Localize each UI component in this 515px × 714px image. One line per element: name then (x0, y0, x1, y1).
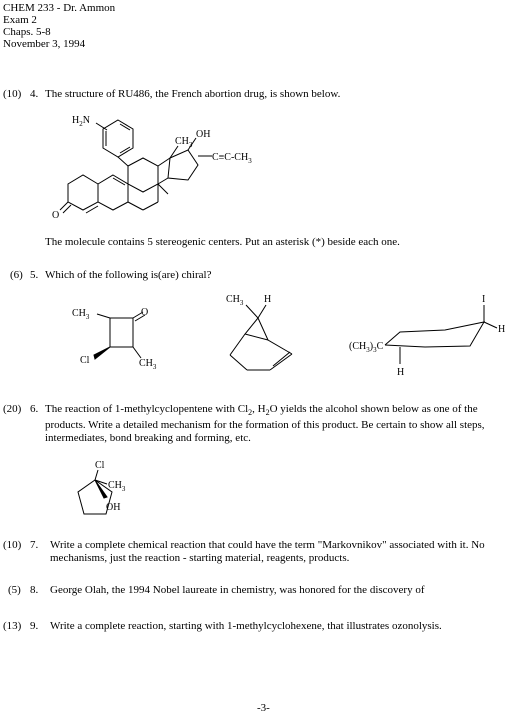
svg-text:OH: OH (106, 502, 121, 513)
svg-text:CH3: $CH_3$ (72, 308, 90, 321)
amine-label: $H_2N$ (72, 115, 90, 128)
svg-text:O: O (141, 307, 149, 318)
chapters-label: Chaps. 5-8 (3, 26, 51, 38)
question-points: (13) (3, 620, 22, 632)
page-number: -3- (257, 702, 270, 714)
question-points: (6) (10, 269, 23, 281)
ketone-label: O (52, 210, 60, 221)
question-points: (10) (3, 539, 22, 551)
svg-text:CH3: $CH_3$ (108, 480, 126, 493)
svg-text:(CH3)3C: $(CH_3)_3C$ (349, 341, 384, 354)
question-number: 4. (30, 88, 39, 100)
question-points: (5) (8, 584, 21, 596)
exam-label: Exam 2 (3, 14, 37, 26)
hydroxyl-label: OH (196, 129, 211, 140)
question-followup: The molecule contains 5 stereogenic centers. Put an asterisk (*) beside each one. (45, 236, 400, 248)
question-number: 5. (30, 269, 39, 281)
question-number: 9. (30, 620, 39, 632)
svg-text:CH3: $CH_3$ (226, 294, 244, 307)
question-number: 6. (30, 403, 39, 415)
question-text: George Olah, the 1994 Nobel laureate in chemistry, was honored for the discovery of (50, 584, 425, 596)
exam-date: November 3, 1994 (3, 38, 86, 50)
angular-methyl-label: $CH_3$ (175, 136, 193, 149)
svg-text:Cl: Cl (80, 355, 90, 366)
svg-text:H: H (498, 324, 506, 335)
svg-text:H: H (264, 294, 272, 305)
question-points: (10) (3, 88, 22, 100)
question-points: (20) (3, 403, 22, 415)
question-number: 8. (30, 584, 39, 596)
alkyne-label: $C\equiv C-CH_3$ (212, 152, 252, 165)
svg-text:H: H (397, 367, 405, 378)
course-title: CHEM 233 - Dr. Ammon (3, 2, 116, 14)
question-text: Which of the following is(are) chiral? (45, 269, 212, 281)
svg-text:I: I (482, 294, 486, 305)
question-text: Write a complete reaction, starting with 1-methylcyclohexene, that illustrates ozonolysis. (50, 620, 442, 632)
question-text: The structure of RU486, the French abortion drug, is shown below. (45, 88, 341, 100)
svg-text:CH3: $CH_3$ (139, 358, 157, 371)
svg-text:Cl: Cl (95, 460, 105, 471)
question-number: 7. (30, 539, 39, 551)
question-text: Write a complete chemical reaction that could have the term "Markovnikov" associated with it. No mechanisms, just the reaction - starting material, reagents, products. (50, 539, 485, 564)
question-text: The reaction of 1-methylcyclopentene with $Cl_2$, $H_2O$ yields the alcohol shown below as one of the products. Write a detailed mechanism for the formation of this product. Be certain to show all steps, intermediates, bond breaking and forming, etc. (45, 403, 485, 445)
